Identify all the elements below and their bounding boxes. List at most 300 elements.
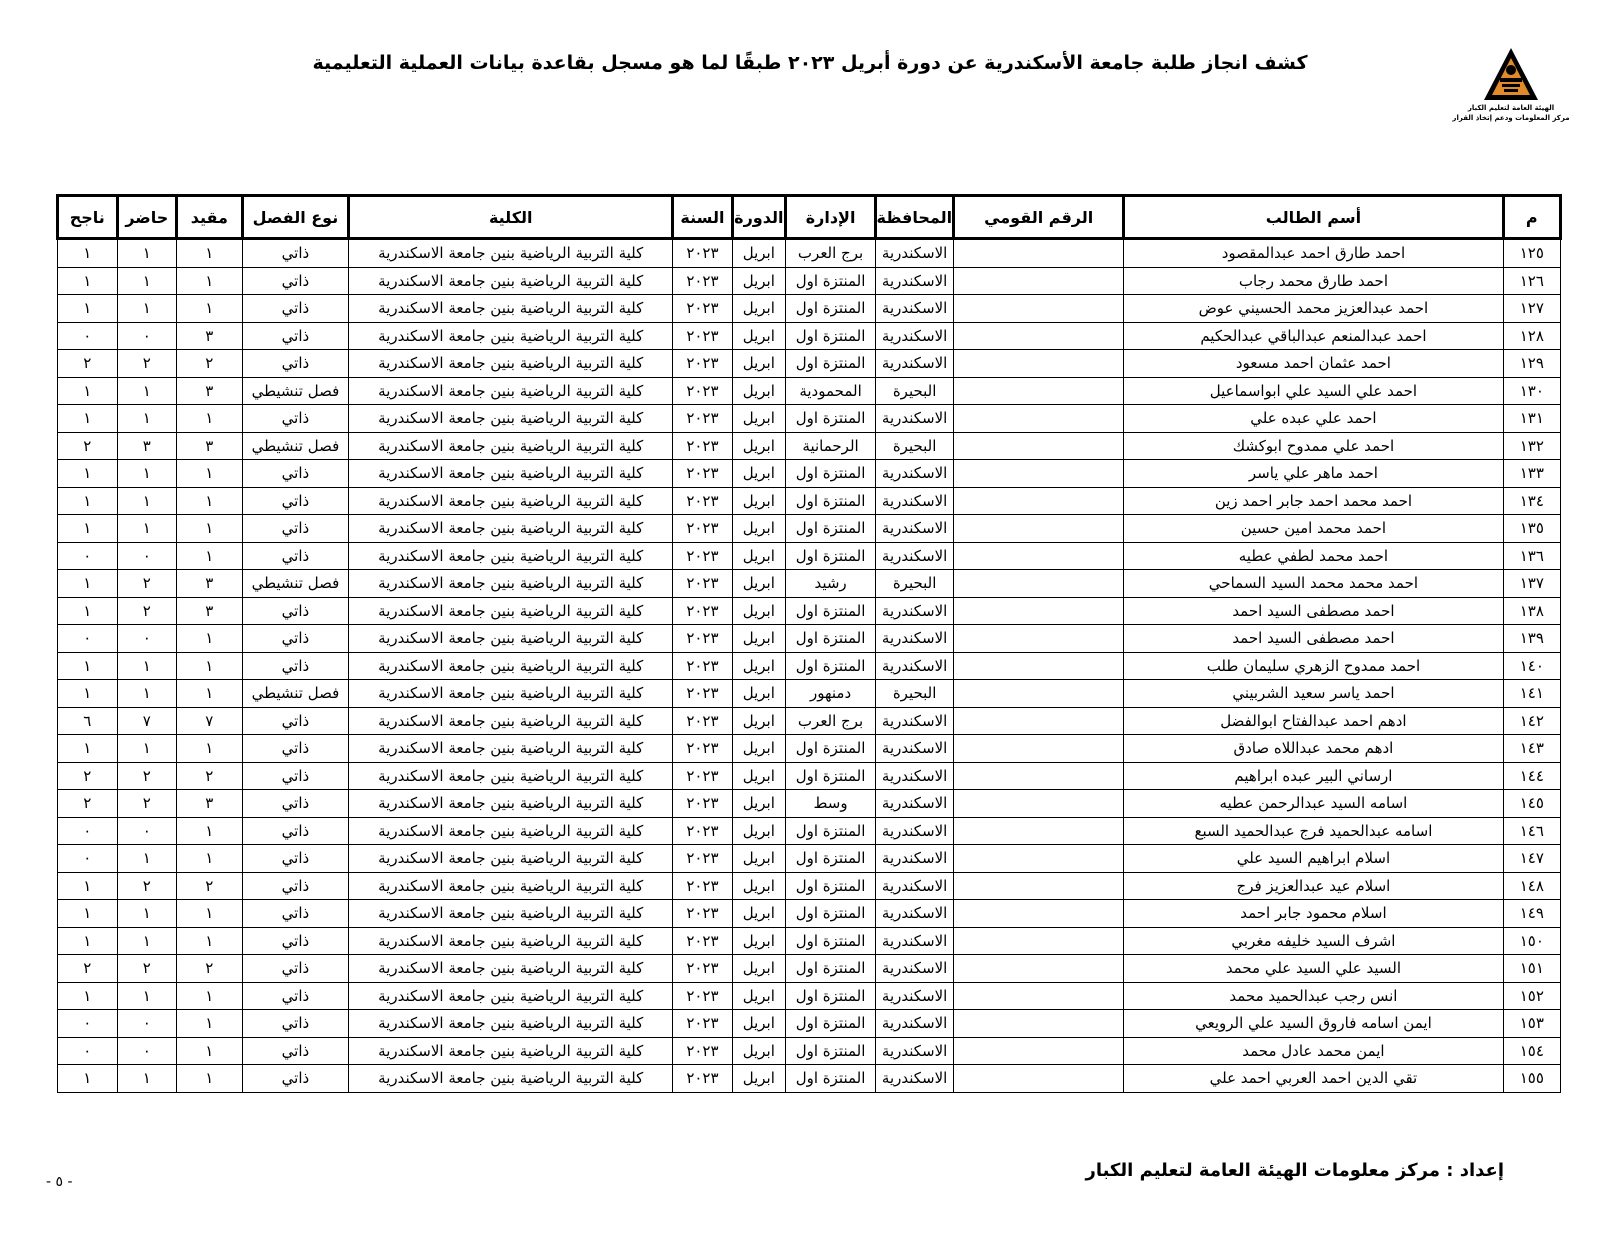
cell-session: ابريل xyxy=(732,597,785,625)
cell-session: ابريل xyxy=(732,982,785,1010)
cell-student-name: احمد ماهر علي ياسر xyxy=(1124,460,1503,488)
cell-national-id xyxy=(954,542,1124,570)
cell-faculty: كلية التربية الرياضية بنين جامعة الاسكندرية xyxy=(349,542,673,570)
cell-index: ١٣٢ xyxy=(1503,432,1560,460)
cell-faculty: كلية التربية الرياضية بنين جامعة الاسكندرية xyxy=(349,680,673,708)
table-row xyxy=(58,1065,1561,1093)
cell-faculty: كلية التربية الرياضية بنين جامعة الاسكندرية xyxy=(349,405,673,433)
cell-class-type: ذاتي xyxy=(242,597,349,625)
cell-passed: ١ xyxy=(58,1065,118,1093)
cell-national-id xyxy=(954,735,1124,763)
cell-present: ١ xyxy=(117,239,176,268)
table-row xyxy=(58,955,1561,983)
cell-session: ابريل xyxy=(732,652,785,680)
cell-student-name: ايمن اسامه فاروق السيد علي الرويعي xyxy=(1124,1010,1503,1038)
cell-governorate: الاسكندرية xyxy=(876,707,954,735)
cell-administration: الرحمانية xyxy=(785,432,875,460)
cell-class-type: ذاتي xyxy=(242,707,349,735)
cell-passed: ١ xyxy=(58,295,118,323)
cell-governorate: الاسكندرية xyxy=(876,817,954,845)
cell-session: ابريل xyxy=(732,625,785,653)
cell-index: ١٥٢ xyxy=(1503,982,1560,1010)
cell-student-name: ادهم محمد عبداللاه صادق xyxy=(1124,735,1503,763)
cell-student-name: اشرف السيد خليفه مغربي xyxy=(1124,927,1503,955)
cell-enrolled: ١ xyxy=(177,817,243,845)
cell-enrolled: ٣ xyxy=(177,322,243,350)
cell-present: ١ xyxy=(117,377,176,405)
cell-index: ١٥٥ xyxy=(1503,1065,1560,1093)
cell-class-type: فصل تنشيطي xyxy=(242,432,349,460)
cell-index: ١٤١ xyxy=(1503,680,1560,708)
cell-year: ٢٠٢٣ xyxy=(673,597,732,625)
cell-faculty: كلية التربية الرياضية بنين جامعة الاسكندرية xyxy=(349,872,673,900)
cell-faculty: كلية التربية الرياضية بنين جامعة الاسكندرية xyxy=(349,377,673,405)
cell-present: ٠ xyxy=(117,322,176,350)
cell-session: ابريل xyxy=(732,322,785,350)
cell-enrolled: ١ xyxy=(177,1065,243,1093)
cell-present: ١ xyxy=(117,295,176,323)
cell-enrolled: ٣ xyxy=(177,570,243,598)
cell-passed: ٦ xyxy=(58,707,118,735)
cell-governorate: الاسكندرية xyxy=(876,735,954,763)
cell-year: ٢٠٢٣ xyxy=(673,460,732,488)
cell-enrolled: ٣ xyxy=(177,790,243,818)
cell-student-name: ايمن محمد عادل محمد xyxy=(1124,1037,1503,1065)
cell-index: ١٣٦ xyxy=(1503,542,1560,570)
cell-governorate: الاسكندرية xyxy=(876,267,954,295)
cell-student-name: احمد ياسر سعيد الشربيني xyxy=(1124,680,1503,708)
cell-faculty: كلية التربية الرياضية بنين جامعة الاسكندرية xyxy=(349,322,673,350)
table-header-row xyxy=(58,196,1561,239)
cell-faculty: كلية التربية الرياضية بنين جامعة الاسكندرية xyxy=(349,707,673,735)
cell-student-name: اسلام عيد عبدالعزيز فرج xyxy=(1124,872,1503,900)
logo-caption-2: مركز المعلومات ودعم إتخاذ القرار xyxy=(1452,114,1570,122)
cell-year: ٢٠٢٣ xyxy=(673,515,732,543)
cell-year: ٢٠٢٣ xyxy=(673,1065,732,1093)
cell-faculty: كلية التربية الرياضية بنين جامعة الاسكندرية xyxy=(349,487,673,515)
cell-passed: ١ xyxy=(58,680,118,708)
cell-governorate: الاسكندرية xyxy=(876,542,954,570)
cell-year: ٢٠٢٣ xyxy=(673,570,732,598)
cell-student-name: احمد علي ممدوح ابوكشك xyxy=(1124,432,1503,460)
cell-faculty: كلية التربية الرياضية بنين جامعة الاسكندرية xyxy=(349,1010,673,1038)
cell-enrolled: ١ xyxy=(177,652,243,680)
cell-year: ٢٠٢٣ xyxy=(673,405,732,433)
cell-faculty: كلية التربية الرياضية بنين جامعة الاسكندرية xyxy=(349,900,673,928)
cell-index: ١٥٤ xyxy=(1503,1037,1560,1065)
cell-administration: المنتزة اول xyxy=(785,515,875,543)
cell-index: ١٤٩ xyxy=(1503,900,1560,928)
cell-index: ١٤٠ xyxy=(1503,652,1560,680)
cell-passed: ١ xyxy=(58,597,118,625)
table-row xyxy=(58,350,1561,378)
cell-passed: ١ xyxy=(58,652,118,680)
cell-administration: المنتزة اول xyxy=(785,762,875,790)
cell-national-id xyxy=(954,597,1124,625)
cell-enrolled: ٣ xyxy=(177,377,243,405)
col-header-student-name: أسم الطالب xyxy=(1124,196,1503,239)
cell-passed: ٢ xyxy=(58,790,118,818)
table-row xyxy=(58,900,1561,928)
cell-present: ٠ xyxy=(117,542,176,570)
cell-governorate: الاسكندرية xyxy=(876,322,954,350)
cell-passed: ١ xyxy=(58,239,118,268)
cell-enrolled: ١ xyxy=(177,405,243,433)
cell-year: ٢٠٢٣ xyxy=(673,625,732,653)
cell-national-id xyxy=(954,982,1124,1010)
cell-governorate: الاسكندرية xyxy=(876,872,954,900)
cell-governorate: الاسكندرية xyxy=(876,350,954,378)
cell-present: ٣ xyxy=(117,432,176,460)
cell-index: ١٢٧ xyxy=(1503,295,1560,323)
cell-governorate: البحيرة xyxy=(876,570,954,598)
cell-student-name: احمد علي السيد علي ابواسماعيل xyxy=(1124,377,1503,405)
cell-enrolled: ٧ xyxy=(177,707,243,735)
cell-present: ٠ xyxy=(117,1037,176,1065)
cell-present: ١ xyxy=(117,680,176,708)
table-row xyxy=(58,460,1561,488)
cell-index: ١٢٩ xyxy=(1503,350,1560,378)
cell-administration: برج العرب xyxy=(785,707,875,735)
table-row xyxy=(58,432,1561,460)
cell-passed: ٠ xyxy=(58,542,118,570)
cell-governorate: البحيرة xyxy=(876,432,954,460)
cell-student-name: انس رجب عبدالحميد محمد xyxy=(1124,982,1503,1010)
cell-year: ٢٠٢٣ xyxy=(673,1037,732,1065)
table-row xyxy=(58,267,1561,295)
col-header-session: الدورة xyxy=(732,196,785,239)
cell-enrolled: ١ xyxy=(177,1010,243,1038)
table-row xyxy=(58,1037,1561,1065)
cell-faculty: كلية التربية الرياضية بنين جامعة الاسكندرية xyxy=(349,790,673,818)
cell-session: ابريل xyxy=(732,377,785,405)
cell-faculty: كلية التربية الرياضية بنين جامعة الاسكندرية xyxy=(349,982,673,1010)
table-row xyxy=(58,872,1561,900)
table-row xyxy=(58,927,1561,955)
cell-class-type: ذاتي xyxy=(242,790,349,818)
cell-student-name: احمد محمد لطفي عطيه xyxy=(1124,542,1503,570)
col-header-year: السنة xyxy=(673,196,732,239)
cell-faculty: كلية التربية الرياضية بنين جامعة الاسكندرية xyxy=(349,735,673,763)
cell-present: ٢ xyxy=(117,350,176,378)
cell-session: ابريل xyxy=(732,267,785,295)
cell-administration: المنتزة اول xyxy=(785,900,875,928)
cell-national-id xyxy=(954,762,1124,790)
cell-present: ١ xyxy=(117,267,176,295)
cell-class-type: ذاتي xyxy=(242,927,349,955)
cell-year: ٢٠٢٣ xyxy=(673,542,732,570)
cell-index: ١٤٦ xyxy=(1503,817,1560,845)
cell-class-type: ذاتي xyxy=(242,762,349,790)
cell-enrolled: ١ xyxy=(177,680,243,708)
cell-passed: ٠ xyxy=(58,845,118,873)
cell-administration: المنتزة اول xyxy=(785,267,875,295)
cell-present: ١ xyxy=(117,735,176,763)
cell-enrolled: ١ xyxy=(177,1037,243,1065)
cell-national-id xyxy=(954,1065,1124,1093)
cell-session: ابريل xyxy=(732,735,785,763)
table-row xyxy=(58,377,1561,405)
cell-class-type: ذاتي xyxy=(242,872,349,900)
cell-faculty: كلية التربية الرياضية بنين جامعة الاسكندرية xyxy=(349,762,673,790)
cell-class-type: ذاتي xyxy=(242,267,349,295)
cell-class-type: ذاتي xyxy=(242,322,349,350)
cell-governorate: البحيرة xyxy=(876,680,954,708)
cell-faculty: كلية التربية الرياضية بنين جامعة الاسكندرية xyxy=(349,295,673,323)
cell-faculty: كلية التربية الرياضية بنين جامعة الاسكندرية xyxy=(349,432,673,460)
table-row xyxy=(58,762,1561,790)
cell-enrolled: ٣ xyxy=(177,432,243,460)
cell-class-type: ذاتي xyxy=(242,817,349,845)
cell-index: ١٣٤ xyxy=(1503,487,1560,515)
cell-faculty: كلية التربية الرياضية بنين جامعة الاسكندرية xyxy=(349,817,673,845)
cell-year: ٢٠٢٣ xyxy=(673,350,732,378)
cell-student-name: احمد طارق محمد رجاب xyxy=(1124,267,1503,295)
cell-student-name: ارساني البير عبده ابراهيم xyxy=(1124,762,1503,790)
cell-governorate: الاسكندرية xyxy=(876,405,954,433)
table-row xyxy=(58,570,1561,598)
cell-enrolled: ١ xyxy=(177,460,243,488)
cell-index: ١٤٨ xyxy=(1503,872,1560,900)
cell-year: ٢٠٢٣ xyxy=(673,982,732,1010)
cell-administration: المنتزة اول xyxy=(785,982,875,1010)
table-row xyxy=(58,239,1561,268)
cell-national-id xyxy=(954,900,1124,928)
cell-year: ٢٠٢٣ xyxy=(673,817,732,845)
cell-administration: المنتزة اول xyxy=(785,597,875,625)
cell-national-id xyxy=(954,790,1124,818)
cell-governorate: الاسكندرية xyxy=(876,927,954,955)
table-row xyxy=(58,405,1561,433)
cell-student-name: احمد عبدالمنعم عبدالباقي عبدالحكيم xyxy=(1124,322,1503,350)
cell-administration: المنتزة اول xyxy=(785,350,875,378)
cell-student-name: احمد علي عبده علي xyxy=(1124,405,1503,433)
logo-caption-1: الهيئة العامة لتعليم الكبار xyxy=(1467,104,1555,112)
cell-class-type: ذاتي xyxy=(242,239,349,268)
cell-year: ٢٠٢٣ xyxy=(673,680,732,708)
cell-national-id xyxy=(954,652,1124,680)
table-row xyxy=(58,597,1561,625)
cell-national-id xyxy=(954,267,1124,295)
cell-session: ابريل xyxy=(732,845,785,873)
table-row xyxy=(58,982,1561,1010)
cell-enrolled: ٢ xyxy=(177,762,243,790)
cell-year: ٢٠٢٣ xyxy=(673,432,732,460)
cell-national-id xyxy=(954,405,1124,433)
table-row xyxy=(58,817,1561,845)
cell-governorate: الاسكندرية xyxy=(876,790,954,818)
cell-student-name: احمد محمد امين حسين xyxy=(1124,515,1503,543)
table-body xyxy=(58,239,1561,1093)
cell-year: ٢٠٢٣ xyxy=(673,762,732,790)
students-table xyxy=(56,194,1562,1093)
cell-passed: ٢ xyxy=(58,955,118,983)
cell-administration: المنتزة اول xyxy=(785,625,875,653)
cell-index: ١٥٠ xyxy=(1503,927,1560,955)
page-title: كشف انجاز طلبة جامعة الأسكندرية عن دورة أبريل ٢٠٢٣ طبقًا لما هو مسجل بقاعدة بيانات العملية التعليمية xyxy=(312,52,1308,74)
cell-index: ١٣٣ xyxy=(1503,460,1560,488)
cell-year: ٢٠٢٣ xyxy=(673,900,732,928)
cell-class-type: ذاتي xyxy=(242,460,349,488)
cell-passed: ٢ xyxy=(58,762,118,790)
cell-governorate: الاسكندرية xyxy=(876,1037,954,1065)
cell-index: ١٤٣ xyxy=(1503,735,1560,763)
cell-administration: المنتزة اول xyxy=(785,872,875,900)
col-header-present: حاضر xyxy=(117,196,176,239)
cell-national-id xyxy=(954,487,1124,515)
cell-present: ١ xyxy=(117,1065,176,1093)
table-row xyxy=(58,542,1561,570)
cell-passed: ١ xyxy=(58,872,118,900)
cell-index: ١٣٩ xyxy=(1503,625,1560,653)
cell-faculty: كلية التربية الرياضية بنين جامعة الاسكندرية xyxy=(349,625,673,653)
cell-enrolled: ١ xyxy=(177,982,243,1010)
cell-national-id xyxy=(954,1010,1124,1038)
cell-national-id xyxy=(954,322,1124,350)
cell-student-name: احمد عبدالعزيز محمد الحسيني عوض xyxy=(1124,295,1503,323)
cell-national-id xyxy=(954,239,1124,268)
cell-enrolled: ١ xyxy=(177,542,243,570)
cell-class-type: ذاتي xyxy=(242,350,349,378)
page-number: - ٥ - xyxy=(46,1174,73,1190)
table-row xyxy=(58,735,1561,763)
table-row xyxy=(58,487,1561,515)
cell-administration: المنتزة اول xyxy=(785,487,875,515)
table-row xyxy=(58,707,1561,735)
cell-administration: المنتزة اول xyxy=(785,460,875,488)
cell-national-id xyxy=(954,707,1124,735)
cell-governorate: الاسكندرية xyxy=(876,597,954,625)
cell-index: ١٣١ xyxy=(1503,405,1560,433)
cell-national-id xyxy=(954,515,1124,543)
cell-administration: المنتزة اول xyxy=(785,817,875,845)
cell-session: ابريل xyxy=(732,542,785,570)
cell-enrolled: ١ xyxy=(177,515,243,543)
cell-present: ٧ xyxy=(117,707,176,735)
col-header-governorate: المحافظة xyxy=(876,196,954,239)
cell-year: ٢٠٢٣ xyxy=(673,239,732,268)
cell-class-type: ذاتي xyxy=(242,735,349,763)
cell-passed: ٠ xyxy=(58,817,118,845)
cell-index: ١٢٥ xyxy=(1503,239,1560,268)
cell-year: ٢٠٢٣ xyxy=(673,872,732,900)
cell-present: ٢ xyxy=(117,597,176,625)
cell-session: ابريل xyxy=(732,295,785,323)
cell-faculty: كلية التربية الرياضية بنين جامعة الاسكندرية xyxy=(349,515,673,543)
cell-index: ١٤٧ xyxy=(1503,845,1560,873)
cell-present: ٠ xyxy=(117,1010,176,1038)
cell-governorate: الاسكندرية xyxy=(876,1010,954,1038)
cell-enrolled: ٢ xyxy=(177,350,243,378)
cell-national-id xyxy=(954,872,1124,900)
cell-national-id xyxy=(954,625,1124,653)
cell-passed: ٠ xyxy=(58,1010,118,1038)
cell-index: ١٤٤ xyxy=(1503,762,1560,790)
cell-national-id xyxy=(954,927,1124,955)
cell-national-id xyxy=(954,570,1124,598)
cell-governorate: الاسكندرية xyxy=(876,955,954,983)
cell-enrolled: ١ xyxy=(177,239,243,268)
cell-passed: ٠ xyxy=(58,625,118,653)
cell-faculty: كلية التربية الرياضية بنين جامعة الاسكندرية xyxy=(349,597,673,625)
cell-governorate: الاسكندرية xyxy=(876,652,954,680)
cell-student-name: احمد ممدوح الزهري سليمان طلب xyxy=(1124,652,1503,680)
cell-enrolled: ١ xyxy=(177,295,243,323)
cell-index: ١٣٧ xyxy=(1503,570,1560,598)
cell-passed: ١ xyxy=(58,487,118,515)
organization-logo xyxy=(1452,46,1570,136)
cell-year: ٢٠٢٣ xyxy=(673,955,732,983)
cell-present: ٢ xyxy=(117,790,176,818)
cell-index: ١٢٦ xyxy=(1503,267,1560,295)
cell-national-id xyxy=(954,817,1124,845)
cell-passed: ١ xyxy=(58,900,118,928)
cell-session: ابريل xyxy=(732,955,785,983)
cell-administration: المنتزة اول xyxy=(785,322,875,350)
cell-class-type: ذاتي xyxy=(242,652,349,680)
cell-governorate: الاسكندرية xyxy=(876,515,954,543)
col-header-faculty: الكلية xyxy=(349,196,673,239)
cell-administration: المحمودية xyxy=(785,377,875,405)
cell-governorate: الاسكندرية xyxy=(876,762,954,790)
cell-faculty: كلية التربية الرياضية بنين جامعة الاسكندرية xyxy=(349,1065,673,1093)
cell-session: ابريل xyxy=(732,350,785,378)
cell-enrolled: ١ xyxy=(177,487,243,515)
cell-administration: المنتزة اول xyxy=(785,845,875,873)
cell-faculty: كلية التربية الرياضية بنين جامعة الاسكندرية xyxy=(349,927,673,955)
cell-index: ١٥١ xyxy=(1503,955,1560,983)
cell-index: ١٤٥ xyxy=(1503,790,1560,818)
cell-administration: رشيد xyxy=(785,570,875,598)
cell-passed: ١ xyxy=(58,515,118,543)
cell-passed: ١ xyxy=(58,460,118,488)
cell-index: ١٣٨ xyxy=(1503,597,1560,625)
cell-present: ١ xyxy=(117,652,176,680)
cell-year: ٢٠٢٣ xyxy=(673,927,732,955)
cell-faculty: كلية التربية الرياضية بنين جامعة الاسكندرية xyxy=(349,652,673,680)
cell-enrolled: ١ xyxy=(177,625,243,653)
cell-session: ابريل xyxy=(732,680,785,708)
cell-national-id xyxy=(954,955,1124,983)
cell-passed: ٢ xyxy=(58,350,118,378)
cell-faculty: كلية التربية الرياضية بنين جامعة الاسكندرية xyxy=(349,1037,673,1065)
cell-governorate: الاسكندرية xyxy=(876,625,954,653)
cell-enrolled: ٢ xyxy=(177,872,243,900)
cell-class-type: فصل تنشيطي xyxy=(242,377,349,405)
cell-class-type: فصل تنشيطي xyxy=(242,570,349,598)
cell-student-name: احمد طارق احمد عبدالمقصود xyxy=(1124,239,1503,268)
cell-administration: المنتزة اول xyxy=(785,735,875,763)
table-row xyxy=(58,790,1561,818)
cell-year: ٢٠٢٣ xyxy=(673,322,732,350)
cell-session: ابريل xyxy=(732,570,785,598)
cell-administration: دمنهور xyxy=(785,680,875,708)
cell-administration: وسط xyxy=(785,790,875,818)
cell-session: ابريل xyxy=(732,900,785,928)
cell-year: ٢٠٢٣ xyxy=(673,845,732,873)
table-row xyxy=(58,625,1561,653)
col-header-national-id: الرقم القومي xyxy=(954,196,1124,239)
cell-governorate: الاسكندرية xyxy=(876,900,954,928)
cell-session: ابريل xyxy=(732,817,785,845)
table-row xyxy=(58,845,1561,873)
cell-class-type: ذاتي xyxy=(242,515,349,543)
cell-faculty: كلية التربية الرياضية بنين جامعة الاسكندرية xyxy=(349,239,673,268)
cell-session: ابريل xyxy=(732,790,785,818)
table-row xyxy=(58,680,1561,708)
cell-enrolled: ١ xyxy=(177,735,243,763)
cell-class-type: ذاتي xyxy=(242,900,349,928)
